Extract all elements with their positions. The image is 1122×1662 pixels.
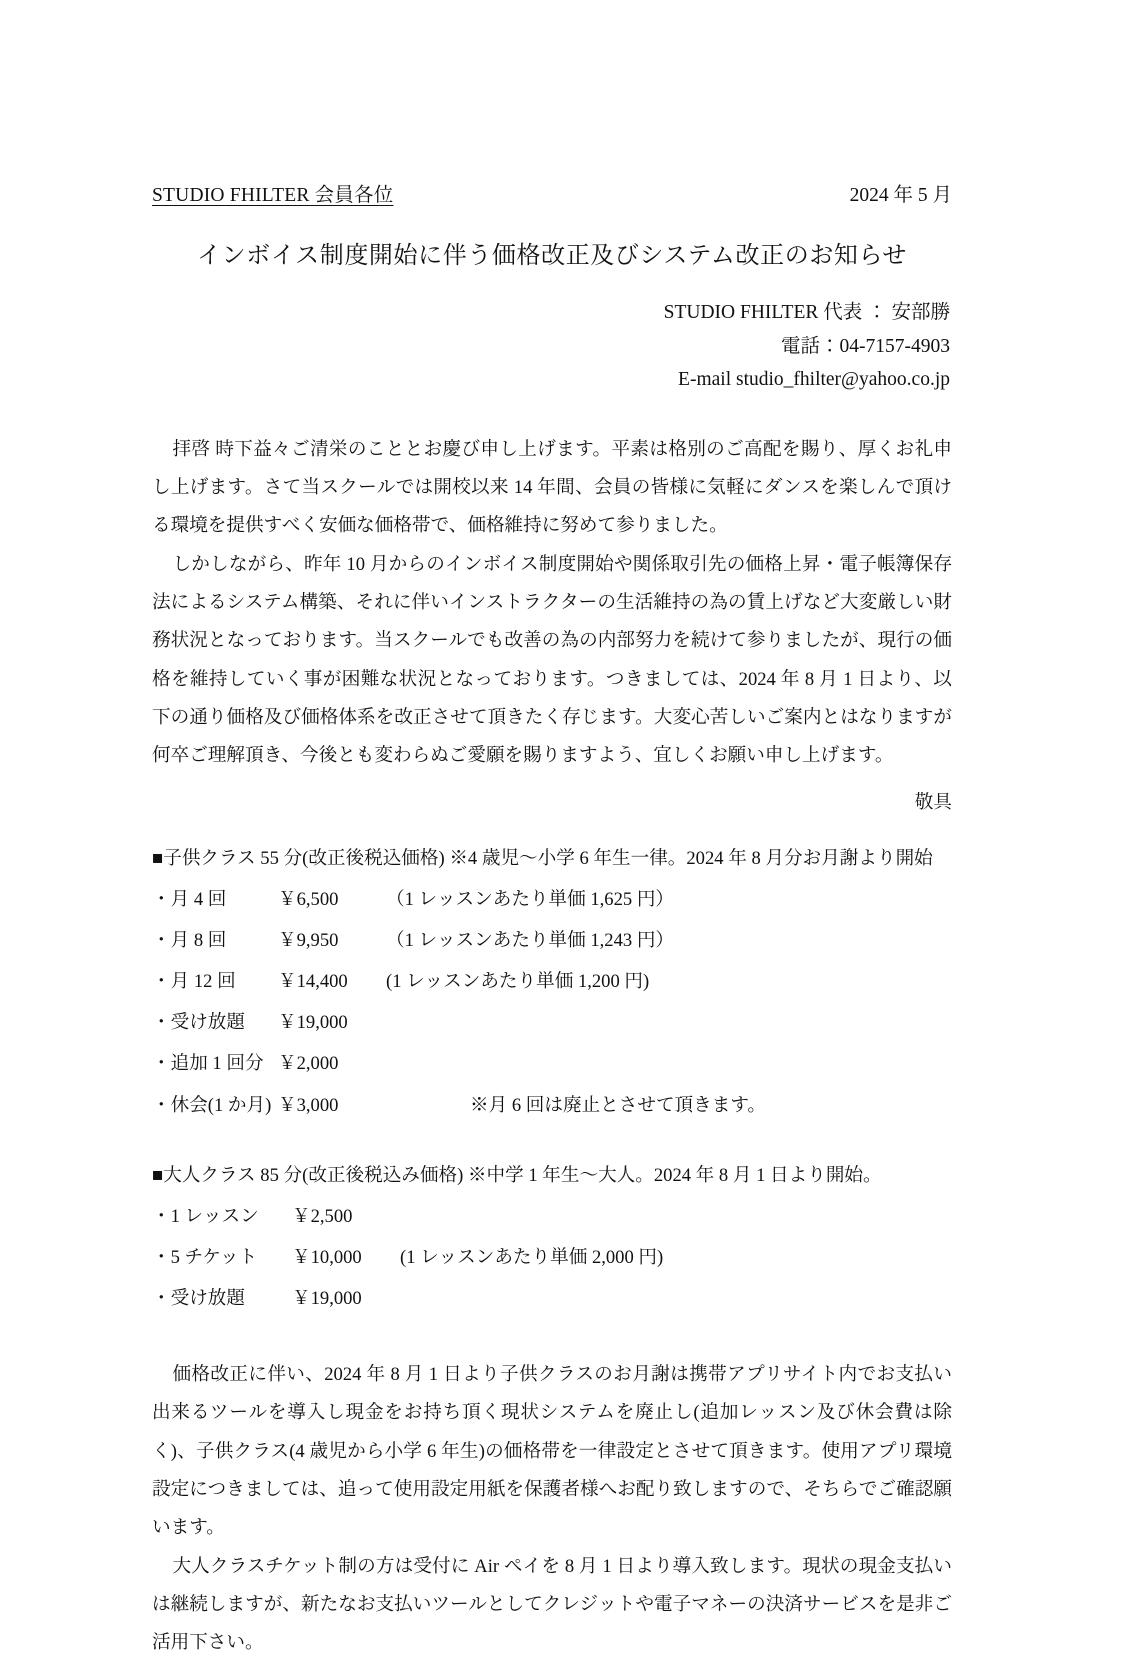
sender-phone: 電話：04-7157-4903 [781,335,950,357]
price-amount: ￥3,000 [278,1094,339,1116]
addressee-line: STUDIO FHILTER 会員各位 [152,185,394,206]
price-amount: ￥2,500 [292,1205,353,1227]
price-row [152,967,952,997]
sender-email: E-mail studio_fhilter@yahoo.co.jp [678,369,950,391]
price-note: (1 レッスンあたり単価 1,200 円) [386,971,650,993]
price-note: ※月 6 回は廃止とさせて頂きます。 [470,1094,767,1116]
price-label: ・休会(1 か月) [152,1094,272,1116]
sender-block [152,296,952,397]
price-amount: ￥19,000 [278,1012,348,1034]
body-paragraph-1: 拝啓 時下益々ご清栄のこととお慶び申し上げます。平素は格別のご高配を賜り、厚くお礼申し上げます。さて当スクールでは開校以来 14 年間、会員の皆様に気軽にダンスを楽しんで頂ける環境を提供すべく安価な価格帯で、価格維持に努めて参りました。 [152,438,952,537]
price-row [152,1091,952,1121]
document-content [152,182,952,1662]
sender-name: STUDIO FHILTER 代表 ： 安部勝 [663,302,950,324]
price-section-kids [152,844,952,1121]
price-amount: ￥9,950 [278,930,339,952]
price-label: ・月 8 回 [152,930,227,952]
price-row [152,1049,952,1079]
price-row [152,1008,952,1038]
body-block [152,431,952,822]
price-label: ・月 12 回 [152,971,236,993]
price-row [152,1243,952,1273]
price-row [152,1284,952,1314]
price-amount: ￥2,000 [278,1053,339,1075]
price-row [152,926,952,956]
price-amount: ￥19,000 [292,1287,362,1309]
tail-paragraph-2: 大人クラスチケット制の方は受付に Air ペイを 8 月 1 日より導入致します。現状の現金支払いは継続しますが、新たなお支払いツールとしてクレジットや電子マネーの決済サービスを是非ご活用下さい。 [152,1555,952,1654]
price-label: ・5 チケット [152,1246,258,1268]
price-note: (1 レッスンあたり単価 2,000 円) [400,1246,664,1268]
price-note: （1 レッスンあたり単価 1,625 円） [386,888,675,910]
price-label: ・受け放題 [152,1012,245,1034]
price-row [152,885,952,915]
price-section-adult [152,1161,952,1314]
price-amount: ￥14,400 [278,971,348,993]
tail-paragraph-1: 価格改正に伴い、2024 年 8 月 1 日より子供クラスのお月謝は携帯アプリサイト内でお支払い出来るツールを導入し現金をお持ち頂く現状システムを廃止し(追加レッスン及び休会費は除く)、子供クラス(4 歳児から小学 6 年生)の価格帯を一律設定とさせて頂きます。使用アプリ環境設定につきましては、追って使用設定用紙を保護者様へお配り致しますので、そちらでご確認願います。 [152,1364,952,1539]
price-label: ・1 レッスン [152,1205,259,1227]
price-amount: ￥10,000 [292,1246,362,1268]
price-note: （1 レッスンあたり単価 1,243 円） [386,930,675,952]
section-heading-kids: ■子供クラス 55 分(改正後税込価格) ※4 歳児～小学 6 年生一律。2024 年 8 月分お月謝より開始 [152,847,933,869]
price-label: ・追加 1 回分 [152,1053,264,1075]
price-label: ・月 4 回 [152,888,227,910]
price-amount: ￥6,500 [278,888,339,910]
price-row [152,1202,952,1232]
document-header [152,182,952,209]
document-date: 2024 年 5 月 [849,185,952,206]
section-heading-adult: ■大人クラス 85 分(改正後税込み価格) ※中学 1 年生～大人。2024 年 8 月 1 日より開始。 [152,1164,882,1186]
price-label: ・受け放題 [152,1287,245,1309]
closing-salutation: 敬具 [914,791,952,813]
body-paragraph-2: しかしながら、昨年 10 月からのインボイス制度開始や関係取引先の価格上昇・電子帳簿保存法によるシステム構築、それに伴いインストラクターの生活維持の為の賃上げなど大変厳しい財務状況となっております。当スクールでも改善の為の内部努力を続けて参りましたが、現行の価格を維持していく事が困難な状況となっております。つきましては、2024 年 8 月 1 日より、以下の通り価格及び価格体系を改正させて頂きたく存じます。大変心苦しいご案内とはなりますが何卒ご理解頂き、今後とも変わらぬご愛願を賜りますよう、宜しくお願い申し上げます。 [152,553,952,767]
page-title: インボイス制度開始に伴う価格改正及びシステム改正のお知らせ [196,243,908,270]
tail-block [152,1356,952,1662]
